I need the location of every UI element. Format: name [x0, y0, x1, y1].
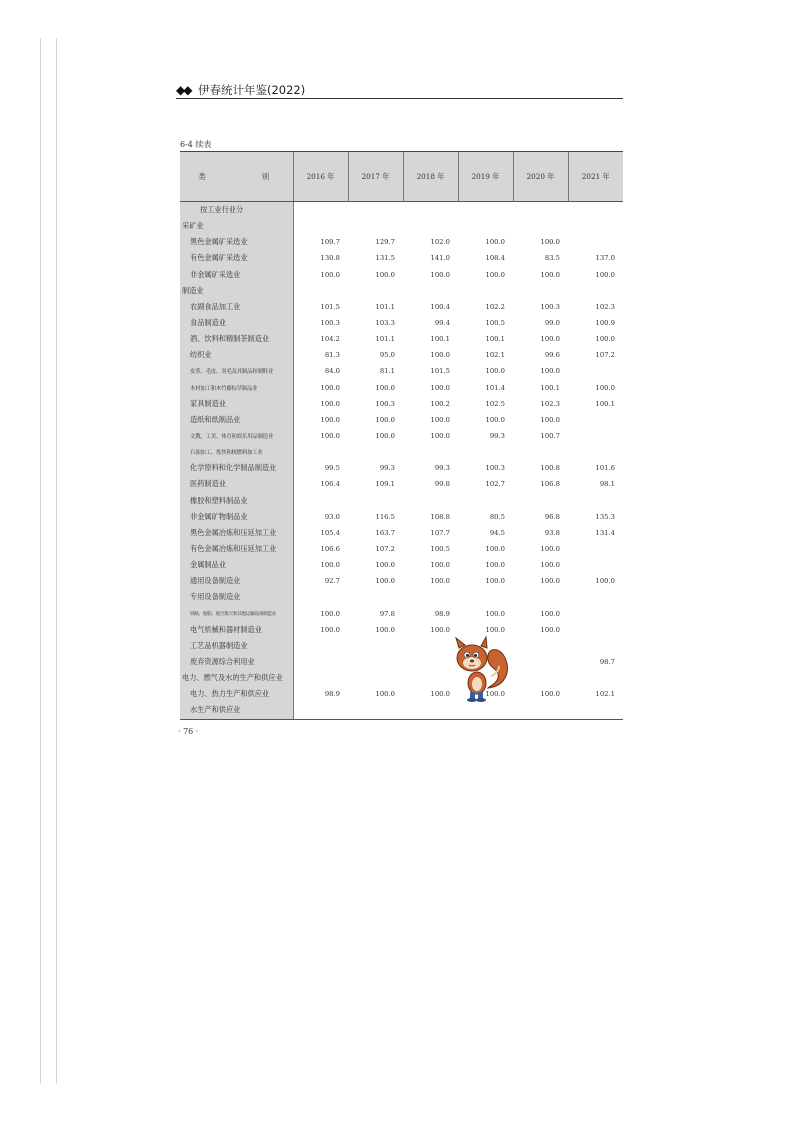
table-row [180, 267, 623, 283]
value-cell: 99.3 [489, 432, 505, 441]
value-cell: 100.0 [595, 270, 615, 279]
table-row [180, 589, 623, 605]
value-cell: 100.4 [430, 302, 450, 311]
value-cell: 100.0 [540, 415, 560, 424]
value-cell [403, 202, 458, 219]
table-row [180, 412, 623, 428]
table-label: 6-4 续表 [180, 140, 212, 149]
value-cell [568, 283, 623, 299]
value-cell: 100.0 [320, 625, 340, 634]
value-cell: 100.0 [485, 609, 505, 618]
value-cell: 100.0 [375, 432, 395, 441]
table-row [180, 234, 623, 250]
value-cell [293, 218, 348, 234]
value-cell: 100.0 [485, 577, 505, 586]
value-cell [293, 444, 348, 460]
value-cell: 93.8 [544, 528, 560, 537]
value-cell: 101.5 [430, 367, 450, 376]
value-cell: 100.0 [430, 270, 450, 279]
value-cell [458, 493, 513, 509]
table-row [180, 541, 623, 557]
column-header-category: 类 别 [180, 152, 293, 202]
value-cell: 100.3 [485, 464, 505, 473]
row-category-label: 木材加工和木竹藤棕草制品业 [180, 380, 293, 396]
value-cell: 92.7 [324, 577, 340, 586]
value-cell: 100.0 [320, 270, 340, 279]
value-cell [568, 234, 623, 250]
value-cell: 100.0 [485, 367, 505, 376]
value-cell: 100.3 [540, 302, 560, 311]
value-cell: 100.0 [320, 399, 340, 408]
row-category-label: 医药制造业 [180, 476, 293, 492]
value-cell [348, 638, 403, 654]
value-cell [568, 557, 623, 573]
value-cell: 100.9 [595, 319, 615, 328]
header-rule [176, 98, 623, 99]
value-cell: 100.0 [485, 270, 505, 279]
value-cell [293, 702, 348, 719]
value-cell [293, 654, 348, 670]
value-cell: 100.0 [595, 383, 615, 392]
diamond-icon: ◆◆ [176, 83, 191, 97]
value-cell: 100.0 [430, 577, 450, 586]
table-row [180, 686, 623, 702]
value-cell [513, 202, 568, 219]
value-cell: 135.3 [595, 512, 615, 521]
value-cell: 100.0 [320, 432, 340, 441]
value-cell: 107.7 [430, 528, 450, 537]
value-cell: 98.9 [324, 690, 340, 699]
value-cell: 101.1 [375, 302, 395, 311]
table-row [180, 525, 623, 541]
row-category-label: 黑色金属冶炼和压延加工业 [180, 525, 293, 541]
value-cell [403, 218, 458, 234]
table-row [180, 347, 623, 363]
column-header-year: 2021 年 [568, 152, 623, 202]
value-cell: 100.0 [320, 561, 340, 570]
column-header-year: 2020 年 [513, 152, 568, 202]
page-margin-line-outer [40, 38, 41, 1084]
table-row [180, 509, 623, 525]
row-category-label: 造纸和纸制品业 [180, 412, 293, 428]
value-cell: 102.0 [430, 238, 450, 247]
value-cell: 100.0 [540, 609, 560, 618]
value-cell [513, 654, 568, 670]
value-cell: 102.5 [485, 399, 505, 408]
row-category-label: 铁路、船舶、航空航天和其他运输设备制造业 [180, 606, 293, 622]
value-cell: 101.6 [595, 464, 615, 473]
value-cell: 100.0 [375, 270, 395, 279]
value-cell: 109.1 [375, 480, 395, 489]
page-margin-line-inner [56, 38, 57, 1084]
value-cell: 97.8 [379, 609, 395, 618]
table-row [180, 396, 623, 412]
value-cell: 98.1 [599, 480, 615, 489]
row-category-label: 工艺品机器制造业 [180, 638, 293, 654]
value-cell: 98.9 [434, 609, 450, 618]
value-cell: 100.0 [430, 690, 450, 699]
value-cell [293, 638, 348, 654]
page-number: · 76 · [178, 727, 199, 736]
row-category-label: 化学原料和化学制品制造业 [180, 460, 293, 476]
value-cell: 106.6 [320, 545, 340, 554]
value-cell: 99.4 [434, 319, 450, 328]
row-category-label: 专用设备制造业 [180, 589, 293, 605]
value-cell [568, 702, 623, 719]
value-cell: 100.0 [430, 383, 450, 392]
value-cell: 100.0 [595, 335, 615, 344]
value-cell [568, 541, 623, 557]
table-header-row [180, 152, 623, 202]
value-cell: 81.3 [324, 351, 340, 360]
value-cell: 81.1 [379, 367, 395, 376]
value-cell: 100.0 [485, 561, 505, 570]
value-cell: 100.0 [375, 561, 395, 570]
table-row [180, 638, 623, 654]
table-row [180, 654, 623, 670]
value-cell: 106.4 [320, 480, 340, 489]
column-header-year: 2018 年 [403, 152, 458, 202]
yearbook-title: 伊春统计年鉴(2022) [198, 83, 306, 97]
value-cell [568, 670, 623, 686]
row-category-label: 采矿业 [180, 218, 293, 234]
value-cell: 102.3 [540, 399, 560, 408]
value-cell: 83.5 [544, 254, 560, 263]
value-cell: 100.0 [430, 351, 450, 360]
value-cell: 93.0 [324, 512, 340, 521]
value-cell [458, 218, 513, 234]
value-cell: 100.0 [540, 577, 560, 586]
value-cell: 129.7 [375, 238, 395, 247]
value-cell: 102.3 [595, 302, 615, 311]
value-cell [568, 606, 623, 622]
value-cell: 84.0 [324, 367, 340, 376]
value-cell: 99.6 [544, 351, 560, 360]
value-cell: 102.1 [595, 690, 615, 699]
value-cell: 100.3 [375, 399, 395, 408]
value-cell [293, 670, 348, 686]
value-cell: 100.0 [375, 415, 395, 424]
value-cell: 101.5 [320, 302, 340, 311]
row-category-label: 电气机械和器材制造业 [180, 622, 293, 638]
table-row [180, 283, 623, 299]
value-cell: 100.0 [485, 238, 505, 247]
value-cell [348, 589, 403, 605]
row-category-label: 食品制造业 [180, 315, 293, 331]
value-cell: 100.7 [540, 432, 560, 441]
value-cell: 108.8 [430, 512, 450, 521]
value-cell [568, 589, 623, 605]
value-cell: 100.0 [540, 238, 560, 247]
value-cell: 100.0 [540, 625, 560, 634]
value-cell: 99.0 [544, 319, 560, 328]
value-cell [403, 283, 458, 299]
value-cell: 106.8 [540, 480, 560, 489]
value-cell [568, 218, 623, 234]
table-row [180, 476, 623, 492]
value-cell: 100.5 [485, 319, 505, 328]
column-header-year: 2016 年 [293, 152, 348, 202]
value-cell [293, 589, 348, 605]
value-cell: 101.4 [485, 383, 505, 392]
column-header-year: 2019 年 [458, 152, 513, 202]
value-cell [568, 363, 623, 379]
table-row [180, 299, 623, 315]
value-cell: 100.0 [595, 577, 615, 586]
table-row [180, 573, 623, 589]
row-category-label: 通用设备制造业 [180, 573, 293, 589]
value-cell: 99.5 [324, 464, 340, 473]
value-cell: 141.0 [430, 254, 450, 263]
value-cell [348, 444, 403, 460]
column-header-year: 2017 年 [348, 152, 403, 202]
table-row [180, 315, 623, 331]
row-category-label: 制造业 [180, 283, 293, 299]
value-cell: 104.2 [320, 335, 340, 344]
value-cell: 116.5 [375, 512, 395, 521]
value-cell: 100.0 [485, 415, 505, 424]
row-category-label: 文教、工美、体育和娱乐用品制造业 [180, 428, 293, 444]
value-cell: 100.1 [485, 335, 505, 344]
value-cell: 100.0 [485, 625, 505, 634]
table-row [180, 428, 623, 444]
value-cell [403, 589, 458, 605]
table-row [180, 493, 623, 509]
value-cell: 100.1 [430, 335, 450, 344]
row-category-label: 有色金属矿采选业 [180, 250, 293, 266]
row-category-label: 电力、燃气及水的生产和供应业 [180, 670, 293, 686]
value-cell: 98.7 [599, 658, 615, 666]
value-cell: 100.0 [540, 690, 560, 699]
value-cell [403, 444, 458, 460]
value-cell [403, 493, 458, 509]
value-cell: 101.1 [375, 335, 395, 344]
value-cell: 105.4 [320, 528, 340, 537]
table-row [180, 622, 623, 638]
value-cell [348, 493, 403, 509]
value-cell [348, 702, 403, 719]
value-cell: 130.8 [320, 254, 340, 263]
value-cell: 107.2 [595, 351, 615, 360]
value-cell [568, 428, 623, 444]
row-category-label: 黑色金属矿采选业 [180, 234, 293, 250]
value-cell [513, 283, 568, 299]
table-row [180, 557, 623, 573]
squirrel-mascot-graphic [444, 636, 514, 706]
value-cell [348, 218, 403, 234]
value-cell: 100.0 [430, 625, 450, 634]
value-cell: 100.0 [430, 415, 450, 424]
value-cell [513, 589, 568, 605]
value-cell [513, 702, 568, 719]
row-category-label: 纺织业 [180, 347, 293, 363]
row-category-label: 皮革、毛皮、羽毛及其制品和制鞋业 [180, 363, 293, 379]
value-cell: 100.0 [430, 432, 450, 441]
value-cell: 100.0 [375, 625, 395, 634]
value-cell: 100.0 [485, 690, 505, 699]
value-cell [293, 283, 348, 299]
row-category-label: 非金属矿采选业 [180, 267, 293, 283]
value-cell: 100.8 [540, 464, 560, 473]
value-cell: 100.0 [375, 690, 395, 699]
value-cell [568, 493, 623, 509]
table-row [180, 606, 623, 622]
value-cell: 100.0 [320, 383, 340, 392]
table-row [180, 460, 623, 476]
value-cell: 102.2 [485, 302, 505, 311]
row-category-label: 石油加工、炼焦和核燃料加工业 [180, 444, 293, 460]
value-cell: 99.8 [434, 480, 450, 489]
row-category-label: 金属制品业 [180, 557, 293, 573]
value-cell [513, 444, 568, 460]
table-row [180, 380, 623, 396]
value-cell: 80.5 [489, 512, 505, 521]
value-cell [568, 412, 623, 428]
value-cell: 100.0 [430, 561, 450, 570]
value-cell [458, 589, 513, 605]
table-row [180, 331, 623, 347]
table-row [180, 218, 623, 234]
row-category-label: 酒、饮料和精制茶制造业 [180, 331, 293, 347]
value-cell: 100.0 [375, 383, 395, 392]
row-category-label: 橡胶和塑料制品业 [180, 493, 293, 509]
value-cell: 100.0 [375, 577, 395, 586]
value-cell: 99.3 [434, 464, 450, 473]
value-cell: 100.3 [320, 319, 340, 328]
row-category-label: 有色金属冶炼和压延加工业 [180, 541, 293, 557]
data-table [180, 151, 623, 720]
value-cell: 100.0 [485, 545, 505, 554]
table-row [180, 250, 623, 266]
row-category-label: 废弃资源综合利用业 [180, 654, 293, 670]
value-cell: 100.1 [595, 399, 615, 408]
value-cell: 163.7 [375, 528, 395, 537]
value-cell: 131.4 [595, 528, 615, 537]
squirrel-mascot-icon [444, 636, 514, 706]
value-cell: 94.5 [489, 528, 505, 537]
value-cell [293, 493, 348, 509]
table-row [180, 202, 623, 219]
value-cell [458, 283, 513, 299]
table-row [180, 363, 623, 379]
value-cell [568, 638, 623, 654]
value-cell: 100.0 [540, 545, 560, 554]
value-cell: 100.0 [540, 335, 560, 344]
value-cell: 102.7 [485, 480, 505, 489]
value-cell: 137.0 [595, 254, 615, 263]
row-category-label: 非金属矿物制品业 [180, 509, 293, 525]
value-cell [348, 202, 403, 219]
value-cell [513, 218, 568, 234]
value-cell [513, 638, 568, 654]
value-cell [293, 202, 348, 219]
value-cell: 100.1 [540, 383, 560, 392]
value-cell: 100.0 [540, 367, 560, 376]
value-cell: 100.0 [540, 561, 560, 570]
value-cell [568, 444, 623, 460]
value-cell [568, 202, 623, 219]
row-category-label: 家具制造业 [180, 396, 293, 412]
value-cell: 131.5 [375, 254, 395, 263]
value-cell [348, 283, 403, 299]
value-cell: 109.7 [320, 238, 340, 247]
value-cell: 103.3 [375, 319, 395, 328]
row-category-label: 水生产和供应业 [180, 702, 293, 719]
value-cell: 95.0 [379, 351, 395, 360]
value-cell [348, 654, 403, 670]
table-row [180, 702, 623, 719]
value-cell: 99.3 [379, 464, 395, 473]
table-row [180, 444, 623, 460]
row-category-label: 按工业行业分 [180, 202, 293, 219]
value-cell [458, 202, 513, 219]
value-cell: 100.0 [320, 415, 340, 424]
value-cell: 107.2 [375, 545, 395, 554]
value-cell: 100.5 [430, 545, 450, 554]
value-cell: 100.0 [540, 270, 560, 279]
row-category-label: 农副食品加工业 [180, 299, 293, 315]
value-cell [568, 622, 623, 638]
value-cell: 100.2 [430, 399, 450, 408]
value-cell [348, 670, 403, 686]
value-cell [513, 670, 568, 686]
table-body [180, 202, 623, 720]
table-row [180, 670, 623, 686]
value-cell: 102.1 [485, 351, 505, 360]
value-cell [513, 493, 568, 509]
row-category-label: 电力、热力生产和供应业 [180, 686, 293, 702]
value-cell: 108.4 [485, 254, 505, 263]
value-cell [458, 444, 513, 460]
value-cell: 96.8 [544, 512, 560, 521]
value-cell: 100.0 [320, 609, 340, 618]
